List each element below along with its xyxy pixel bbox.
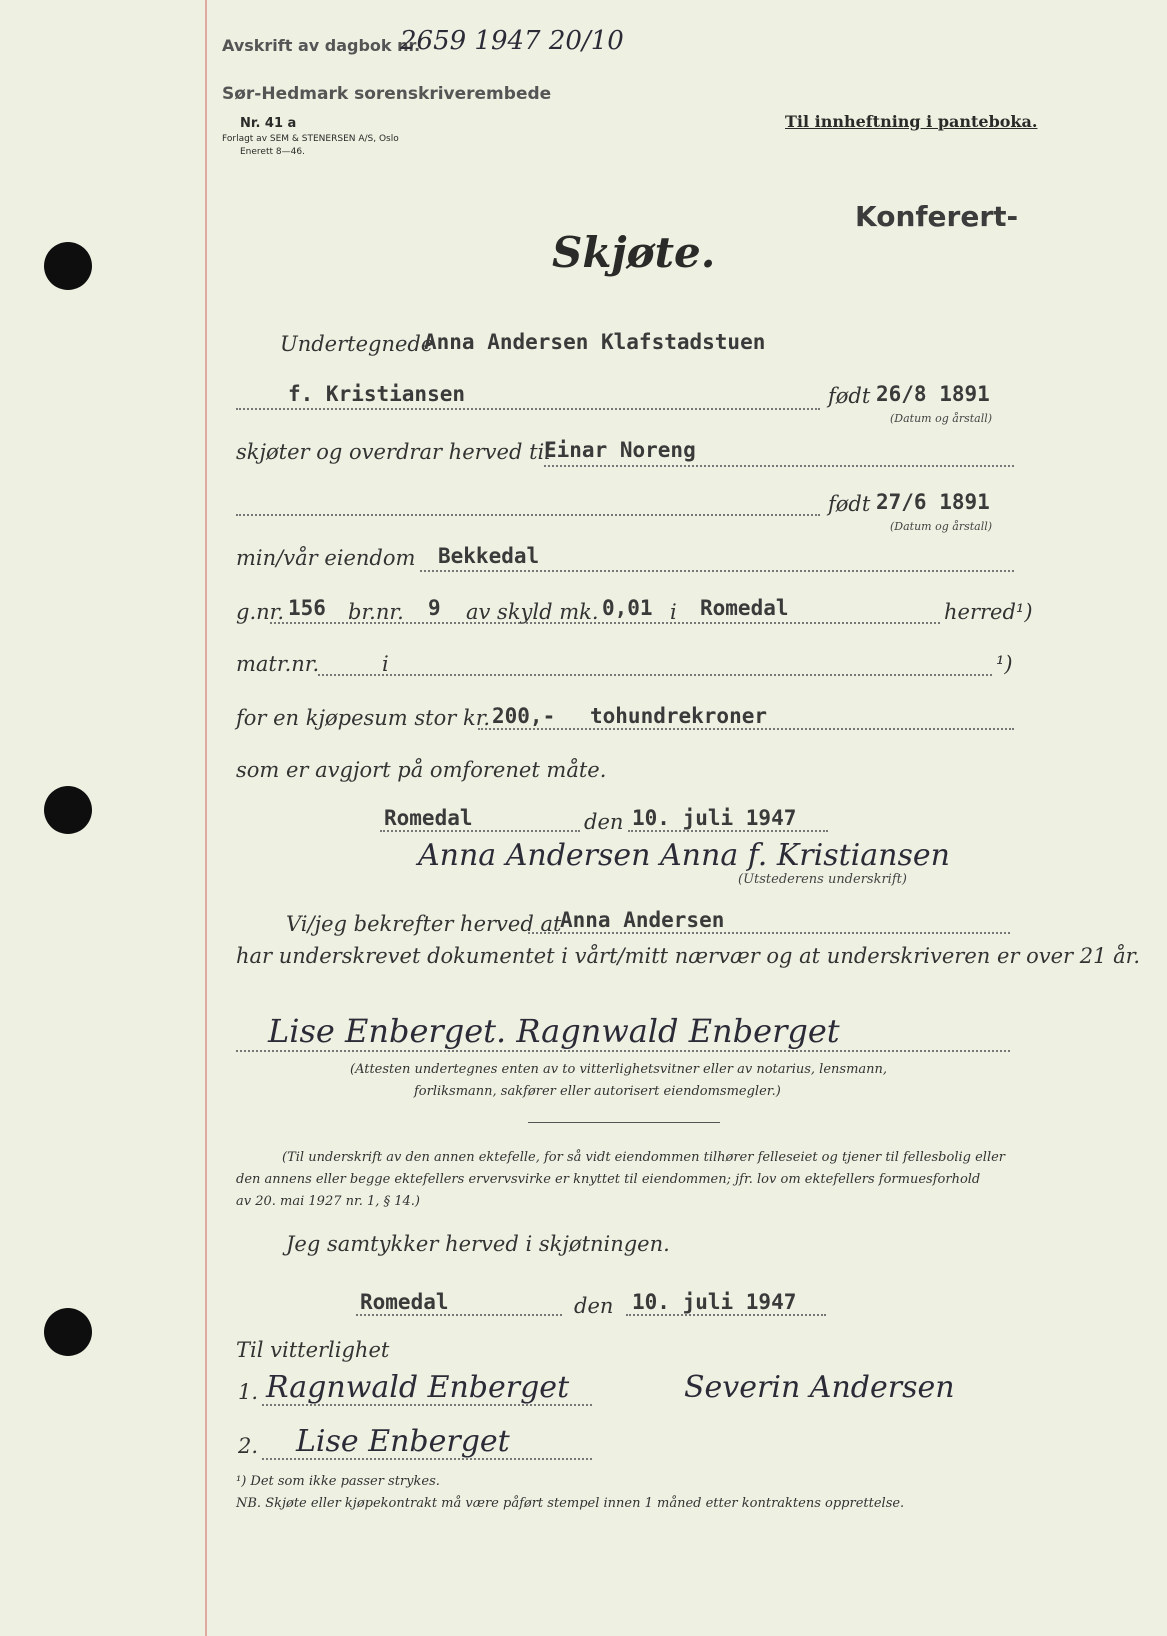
skyld-label: av skyld mk. [466, 600, 599, 624]
i-label: i [670, 600, 677, 624]
matr-end: ¹) [996, 652, 1013, 676]
date-2: 10. juli 1947 [632, 1290, 797, 1314]
bekrefter-label: Vi/jeg bekrefter herved at [286, 912, 562, 936]
bekrefter-line-2: har underskrevet dokumentet i vårt/mitt nærvær og at underskriveren er over 21 år. [236, 944, 1141, 968]
ektefelle-note-2: den annens eller begge ektefellers ervervsvirke er knyttet til eiendommen; jfr. lov om ektefellers formuesforhold [236, 1172, 981, 1187]
seller-maiden-name: f. Kristiansen [288, 382, 466, 406]
den-label-1: den [584, 810, 624, 834]
bekrefter-name: Anna Andersen [560, 908, 725, 932]
den-label-2: den [574, 1294, 614, 1318]
brnr-label: br.nr. [348, 600, 404, 624]
witness-2-signature: Lise Enberget [296, 1424, 510, 1459]
office-stamp: Sør-Hedmark sorenskriverembede [222, 84, 552, 104]
document-title: Skjøte. [552, 228, 716, 277]
seller-name: Anna Andersen Klafstadstuen [424, 330, 766, 354]
buyer-birthdate: 27/6 1891 [876, 490, 990, 514]
datum-note-2: (Datum og årstall) [890, 520, 993, 533]
gnr-value: 156 [288, 596, 326, 620]
matr-label: matr.nr. [236, 652, 320, 676]
punch-hole-top [44, 242, 92, 290]
witness-signatures: Lise Enberget. Ragnwald Enberget [268, 1012, 840, 1050]
kjopesum-words: tohundrekroner [590, 704, 768, 728]
witness-1-signature: Ragnwald Enberget [266, 1370, 570, 1405]
property-name: Bekkedal [438, 544, 540, 568]
footnote-1: ¹) Det som ikke passer strykes. [236, 1474, 440, 1489]
eiendom-label: min/vår eiendom [236, 546, 416, 570]
fodt-label-1: født [828, 384, 871, 408]
vitterlighet-label: Til vitterlighet [236, 1338, 390, 1362]
ektefelle-note-3: av 20. mai 1927 nr. 1, § 14.) [236, 1194, 420, 1209]
matr-i: i [382, 652, 389, 676]
undertegnede-label: Undertegnede [280, 332, 434, 356]
brnr-value: 9 [428, 596, 441, 620]
date-1: 10. juli 1947 [632, 806, 797, 830]
gnr-label: g.nr. [236, 600, 285, 624]
punch-hole-bottom [44, 1308, 92, 1356]
kjopesum-label: for en kjøpesum stor kr. [236, 706, 491, 730]
publisher-line-2: Enerett 8—46. [240, 147, 305, 157]
ektefelle-note-1: (Til underskrift av den annen ektefelle, for så vidt eiendommen tilhører felleseiet og tjener til fellesbolig eller [282, 1150, 1006, 1165]
samtykker-text: Jeg samtykker herved i skjøtningen. [286, 1232, 670, 1256]
spouse-signature: Severin Andersen [684, 1370, 955, 1405]
herred-label: herred¹) [944, 600, 1033, 624]
form-number: Nr. 41 a [240, 116, 297, 131]
attest-note-2: forliksmann, sakfører eller autorisert eiendomsmegler.) [414, 1084, 781, 1099]
skjoter-label: skjøter og overdrar herved til [236, 440, 551, 464]
attest-note-1: (Attesten undertegnes enten av to vitterlighetsvitner eller av notarius, lensmann, [350, 1062, 888, 1077]
footnote-2: NB. Skjøte eller kjøpekontrakt må være påført stempel innen 1 måned etter kontraktens opprettelse. [236, 1496, 905, 1511]
dagbok-stamp: Avskrift av dagbok nr. [222, 36, 421, 55]
avgjort-text: som er avgjort på omforenet måte. [236, 758, 607, 782]
skyld-value: 0,01 [602, 596, 653, 620]
place-1: Romedal [384, 806, 473, 830]
datum-note-1: (Datum og årstall) [890, 412, 993, 425]
divider [528, 1122, 720, 1123]
herred-name: Romedal [700, 596, 789, 620]
witness-2-number: 2. [238, 1434, 259, 1458]
punch-hole-middle [44, 786, 92, 834]
publisher-line: Forlagt av SEM & STENERSEN A/S, Oslo [222, 134, 399, 144]
buyer-name: Einar Noreng [544, 438, 696, 462]
konferert-stamp: Konferert- [855, 200, 1019, 233]
place-2: Romedal [360, 1290, 449, 1314]
right-header: Til innheftning i panteboka. [785, 112, 1038, 131]
fodt-label-2: født [828, 492, 871, 516]
dagbok-number: 2659 1947 20/10 [400, 26, 624, 56]
kjopesum-value: 200,- [492, 704, 556, 728]
underskrift-note: (Utstederens underskrift) [738, 872, 907, 887]
seller-birthdate: 26/8 1891 [876, 382, 990, 406]
margin-line [205, 0, 207, 1636]
seller-signature: Anna Andersen Anna f. Kristiansen [418, 838, 950, 873]
witness-1-number: 1. [238, 1380, 259, 1404]
